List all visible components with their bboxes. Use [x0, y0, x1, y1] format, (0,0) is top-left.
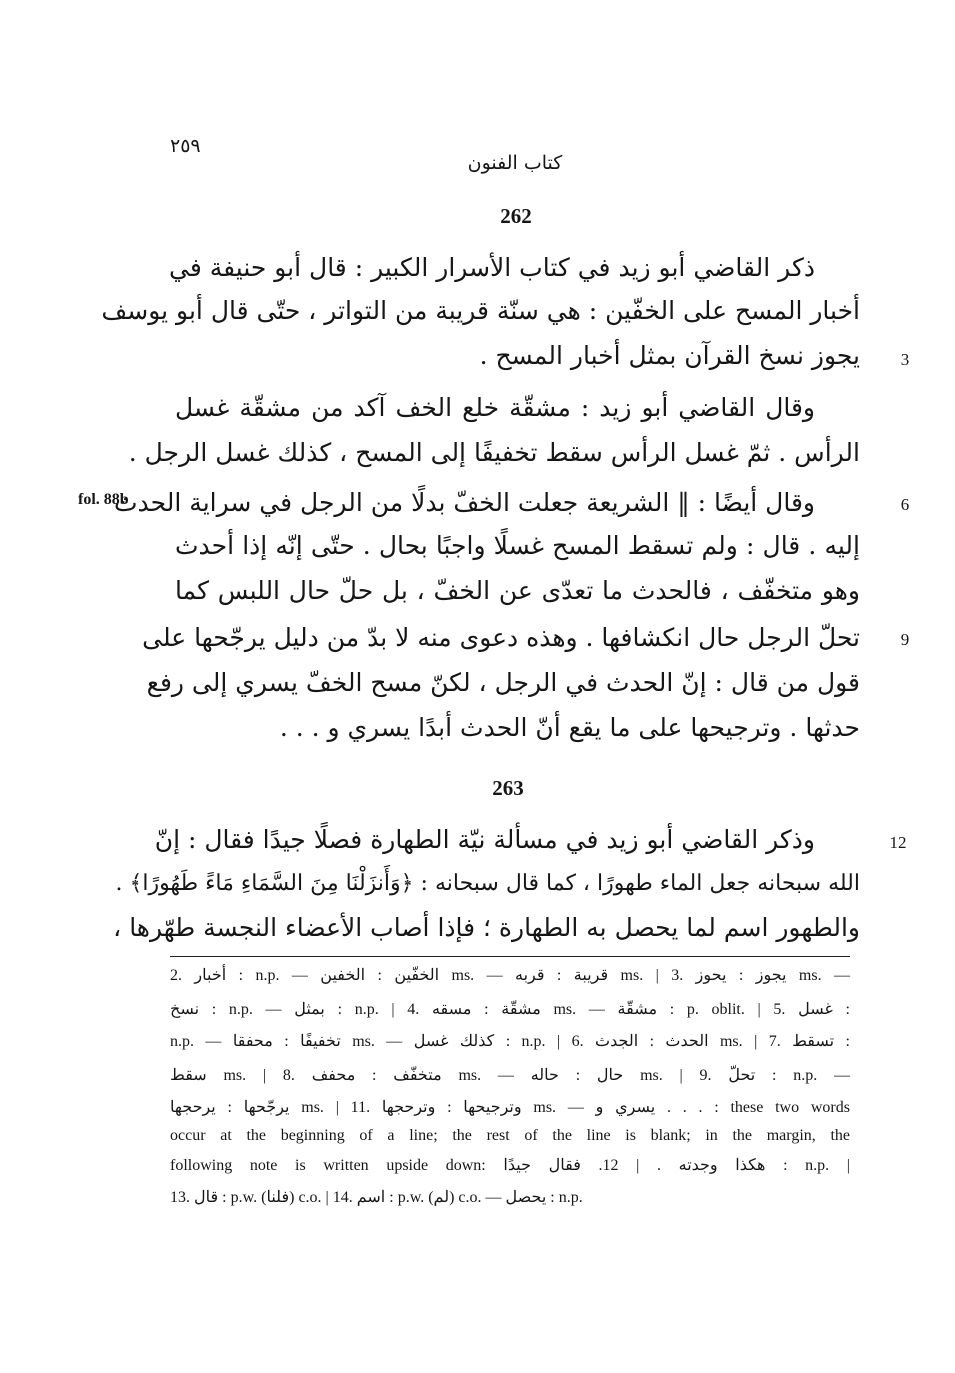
line-number-6: 6 [900, 495, 910, 514]
footnote-line: سقط ms. | 8. متخفّف : محفف ms. — حال : حاله ms. | 9. تحلّ : n.p. — [170, 1067, 851, 1084]
text-line: إليه . قال : ولم تسقط المسح غسلًا واجبًا بحال . حتّى إنّه إذا أحدث [175, 531, 860, 560]
running-title: كتاب الفنون [467, 152, 563, 174]
footnote-line: نسخ : n.p. — بمثل : n.p. | 4. مشقّة : مسقه ms. — مشقّة : p. oblit. | 5. غسل : [170, 1001, 851, 1018]
text-line: وقال أيضًا : ‖ الشريعة جعلت الخفّ بدلًا من الرجل في سراية الحدث [114, 488, 815, 517]
text-line: الله سبحانه جعل الماء طهورًا ، كما قال سبحانه : ﴿وَأَنزَلْنَا مِنَ السَّمَاءِ مَاءً طَهُورًا﴾ . [115, 871, 860, 896]
text-line: الرأس . ثمّ غسل الرأس سقط تخفيفًا إلى المسح ، كذلك غسل الرجل . [128, 438, 860, 467]
text-line: تحلّ الرجل حال انكشافها . وهذه دعوى منه لا بدّ من دليل يرجّحها على [142, 623, 860, 652]
text-line: أخبار المسح على الخفّين : هي سنّة قريبة من التواتر ، حتّى قال أبو يوسف [101, 296, 860, 325]
text-line: يجوز نسخ القرآن بمثل أخبار المسح . [479, 341, 860, 370]
line-number-9: 9 [900, 630, 910, 649]
text-line: والطهور اسم لما يحصل به الطهارة ؛ فإذا أصاب الأعضاء النجسة طهّرها ، [113, 913, 860, 942]
text-line: وذكر القاضي أبو زيد في مسألة نيّة الطهارة فصلًا جيدًا فقال : إنّ [154, 825, 815, 854]
footnote-line: following note is written upside down: هكذا وجدته . | 12. فقال جيدًا : n.p. | [170, 1157, 850, 1174]
text-line: ذكر القاضي أبو زيد في كتاب الأسرار الكبير : قال أبو حنيفة في [168, 253, 815, 282]
line-number-12: 12 [889, 833, 907, 852]
footnote-line: n.p. — تخفيفًا : محفقا ms. — كذلك غسل : n.p. | 6. الحدث : الجدث ms. | 7. تسقط : [170, 1033, 850, 1050]
line-number-3: 3 [900, 350, 910, 369]
footnote-divider [170, 956, 850, 957]
footnote-line: 2. أخبار : n.p. — الخفّين : الخفين ms. — قريبة : قربه ms. | 3. يجوز : يحوز ms. — [170, 967, 851, 984]
text-line: وقال القاضي أبو زيد : مشقّة خلع الخف آكد من مشقّة غسل [175, 393, 815, 422]
footnote-line: يرجّحها : يرحجها ms. | 11. وترجيحها : وترحجها ms. — يسري و . . . : these two words [170, 1099, 850, 1116]
text-line: وهو متخفّف ، فالحدث ما تعدّى عن الخفّ ، بل حلّ حال اللبس كما [175, 576, 860, 605]
text-line: حدثها . وترجيحها على ما يقع أنّ الحدث أبدًا يسري و . . . [279, 713, 860, 742]
footnote-line: 13. قال : p.w. (فلنا) c.o. | 14. اسم : p.w. (لم) c.o. — يحصل : n.p. [170, 1189, 583, 1206]
page-number: ٢٥٩ [170, 135, 201, 157]
section-number-263: 263 [492, 776, 524, 800]
folio-note: fol. 88b [78, 491, 129, 508]
footnote-line: occur at the beginning of a line; the rest of the line is blank; in the margin, the [170, 1127, 850, 1144]
section-number-262: 262 [500, 204, 532, 228]
text-line: قول من قال : إنّ الحدث في الرجل ، لكنّ مسح الخفّ يسري إلى رفع [146, 668, 860, 697]
